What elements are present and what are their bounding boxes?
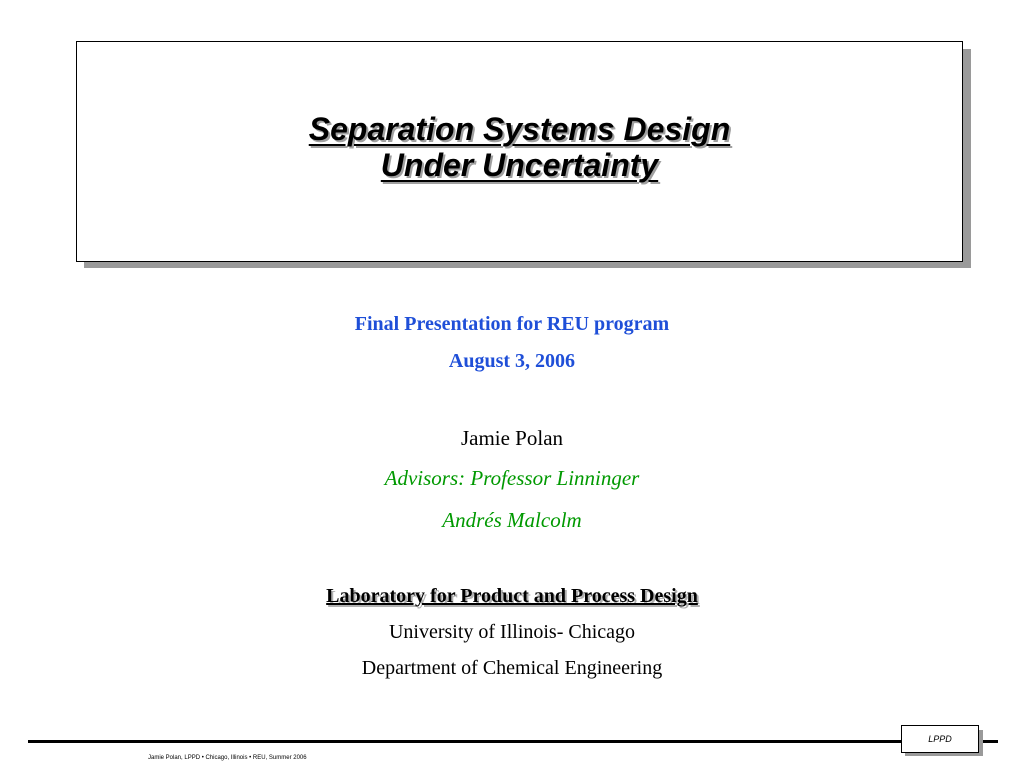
- footer-divider: [28, 740, 998, 743]
- lppd-badge: LPPD: [901, 725, 979, 753]
- presentation-date: August 3, 2006: [448, 350, 576, 372]
- university-name: University of Illinois- Chicago: [388, 621, 636, 643]
- title-box: [76, 41, 963, 262]
- lab-name: Laboratory for Product and Process Design: [326, 585, 698, 607]
- author-name: Jamie Polan: [460, 426, 564, 450]
- slide-title-line-2: Under Uncertainty: [380, 147, 659, 183]
- presentation-subtitle: Final Presentation for REU program: [354, 313, 670, 335]
- footer-text: Jamie Polan, LPPD • Chicago, Illinois • REU, Summer 2006: [148, 755, 307, 761]
- advisor-second: Andrés Malcolm: [442, 508, 582, 532]
- department-name: Department of Chemical Engineering: [361, 657, 663, 679]
- advisors-line: Advisors: Professor Linninger: [384, 466, 640, 490]
- slide-title-line-1: Separation Systems Design: [308, 111, 731, 147]
- slide-title: [77, 111, 962, 183]
